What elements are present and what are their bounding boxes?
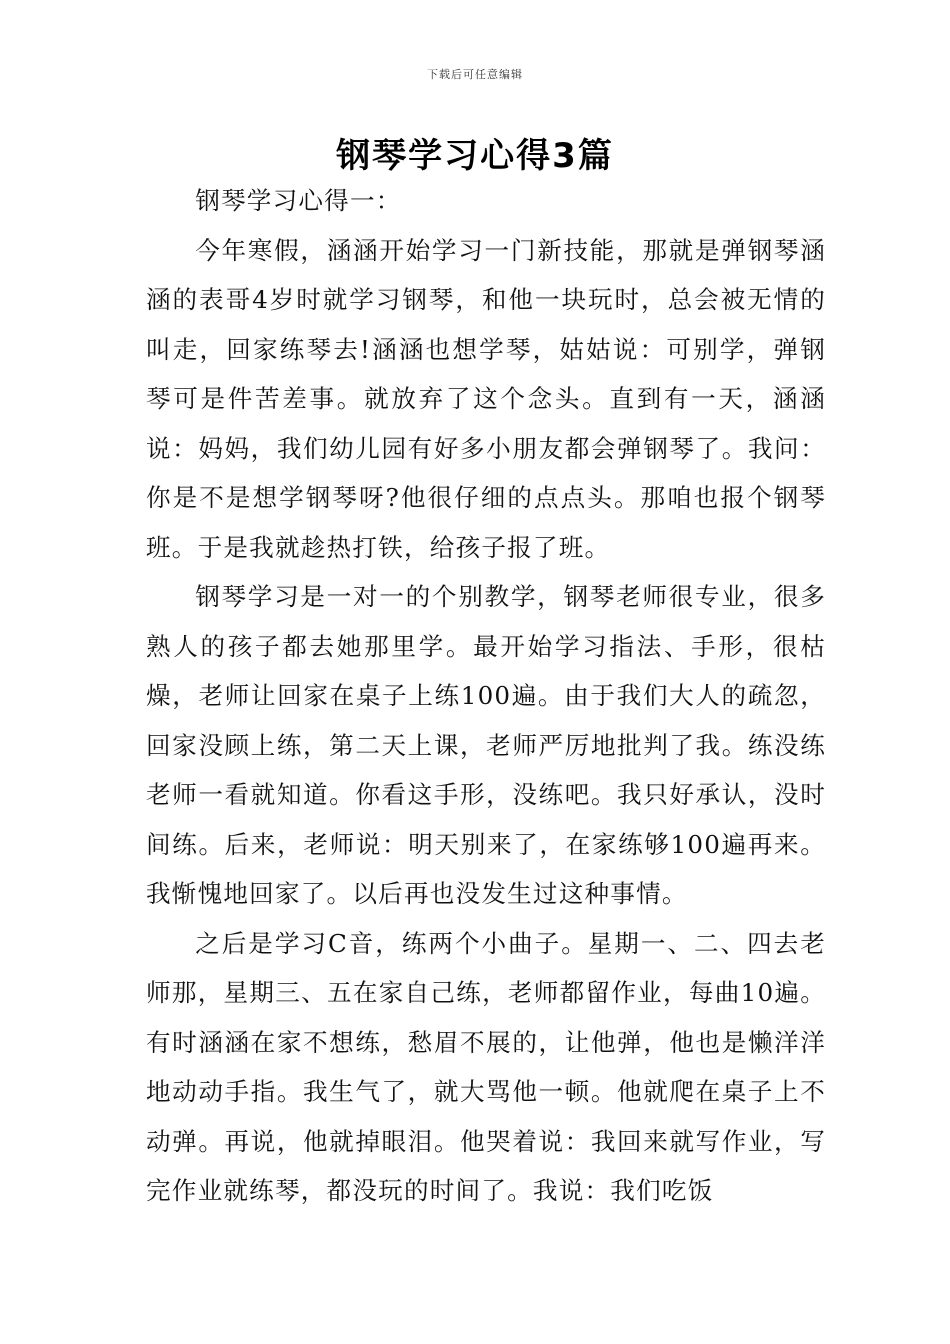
header-note: 下载后可任意编辑 xyxy=(427,68,523,81)
paragraph-2: 钢琴学习是一对一的个别教学，钢琴老师很专业，很多熟人的孩子都去她那里学。最开始学习指法、手形，很枯燥，老师让回家在桌子上练100遍。由于我们大人的疏忽，回家没顾上练，第二天上课，老师严厉地批判了我。练没练老师一看就知道。你看这手形，没练吧。我只好承认，没时间练。后来，老师说：明天别来了，在家练够100遍再来。我惭愧地回家了。以后再也没发生过这种事情。 xyxy=(146,582,826,908)
document-title: 钢琴学习心得3篇 xyxy=(336,136,614,176)
document-body xyxy=(146,176,826,1216)
section-heading: 钢琴学习心得一： xyxy=(195,186,402,215)
paragraph-3: 之后是学习C音，练两个小曲子。星期一、二、四去老师那，星期三、五在家自己练，老师都留作业，每曲10遍。有时涵涵在家不想练，愁眉不展的，让他弹，他也是懒洋洋地动动手指。我生气了，就大骂他一顿。他就爬在桌子上不动弹。再说，他就掉眼泪。他哭着说：我回来就写作业，写完作业就练琴，都没玩的时间了。我说：我们吃饭 xyxy=(146,928,826,1205)
paragraph-1: 今年寒假，涵涵开始学习一门新技能，那就是弹钢琴涵涵的表哥4岁时就学习钢琴，和他一块玩时，总会被无情的叫走，回家练琴去!涵涵也想学琴，姑姑说：可别学，弹钢琴可是件苦差事。就放弃了这个念头。直到有一天，涵涵说：妈妈，我们幼儿园有好多小朋友都会弹钢琴了。我问：你是不是想学钢琴呀?他很仔细的点点头。那咱也报个钢琴班。于是我就趁热打铁，给孩子报了班。 xyxy=(146,235,826,562)
